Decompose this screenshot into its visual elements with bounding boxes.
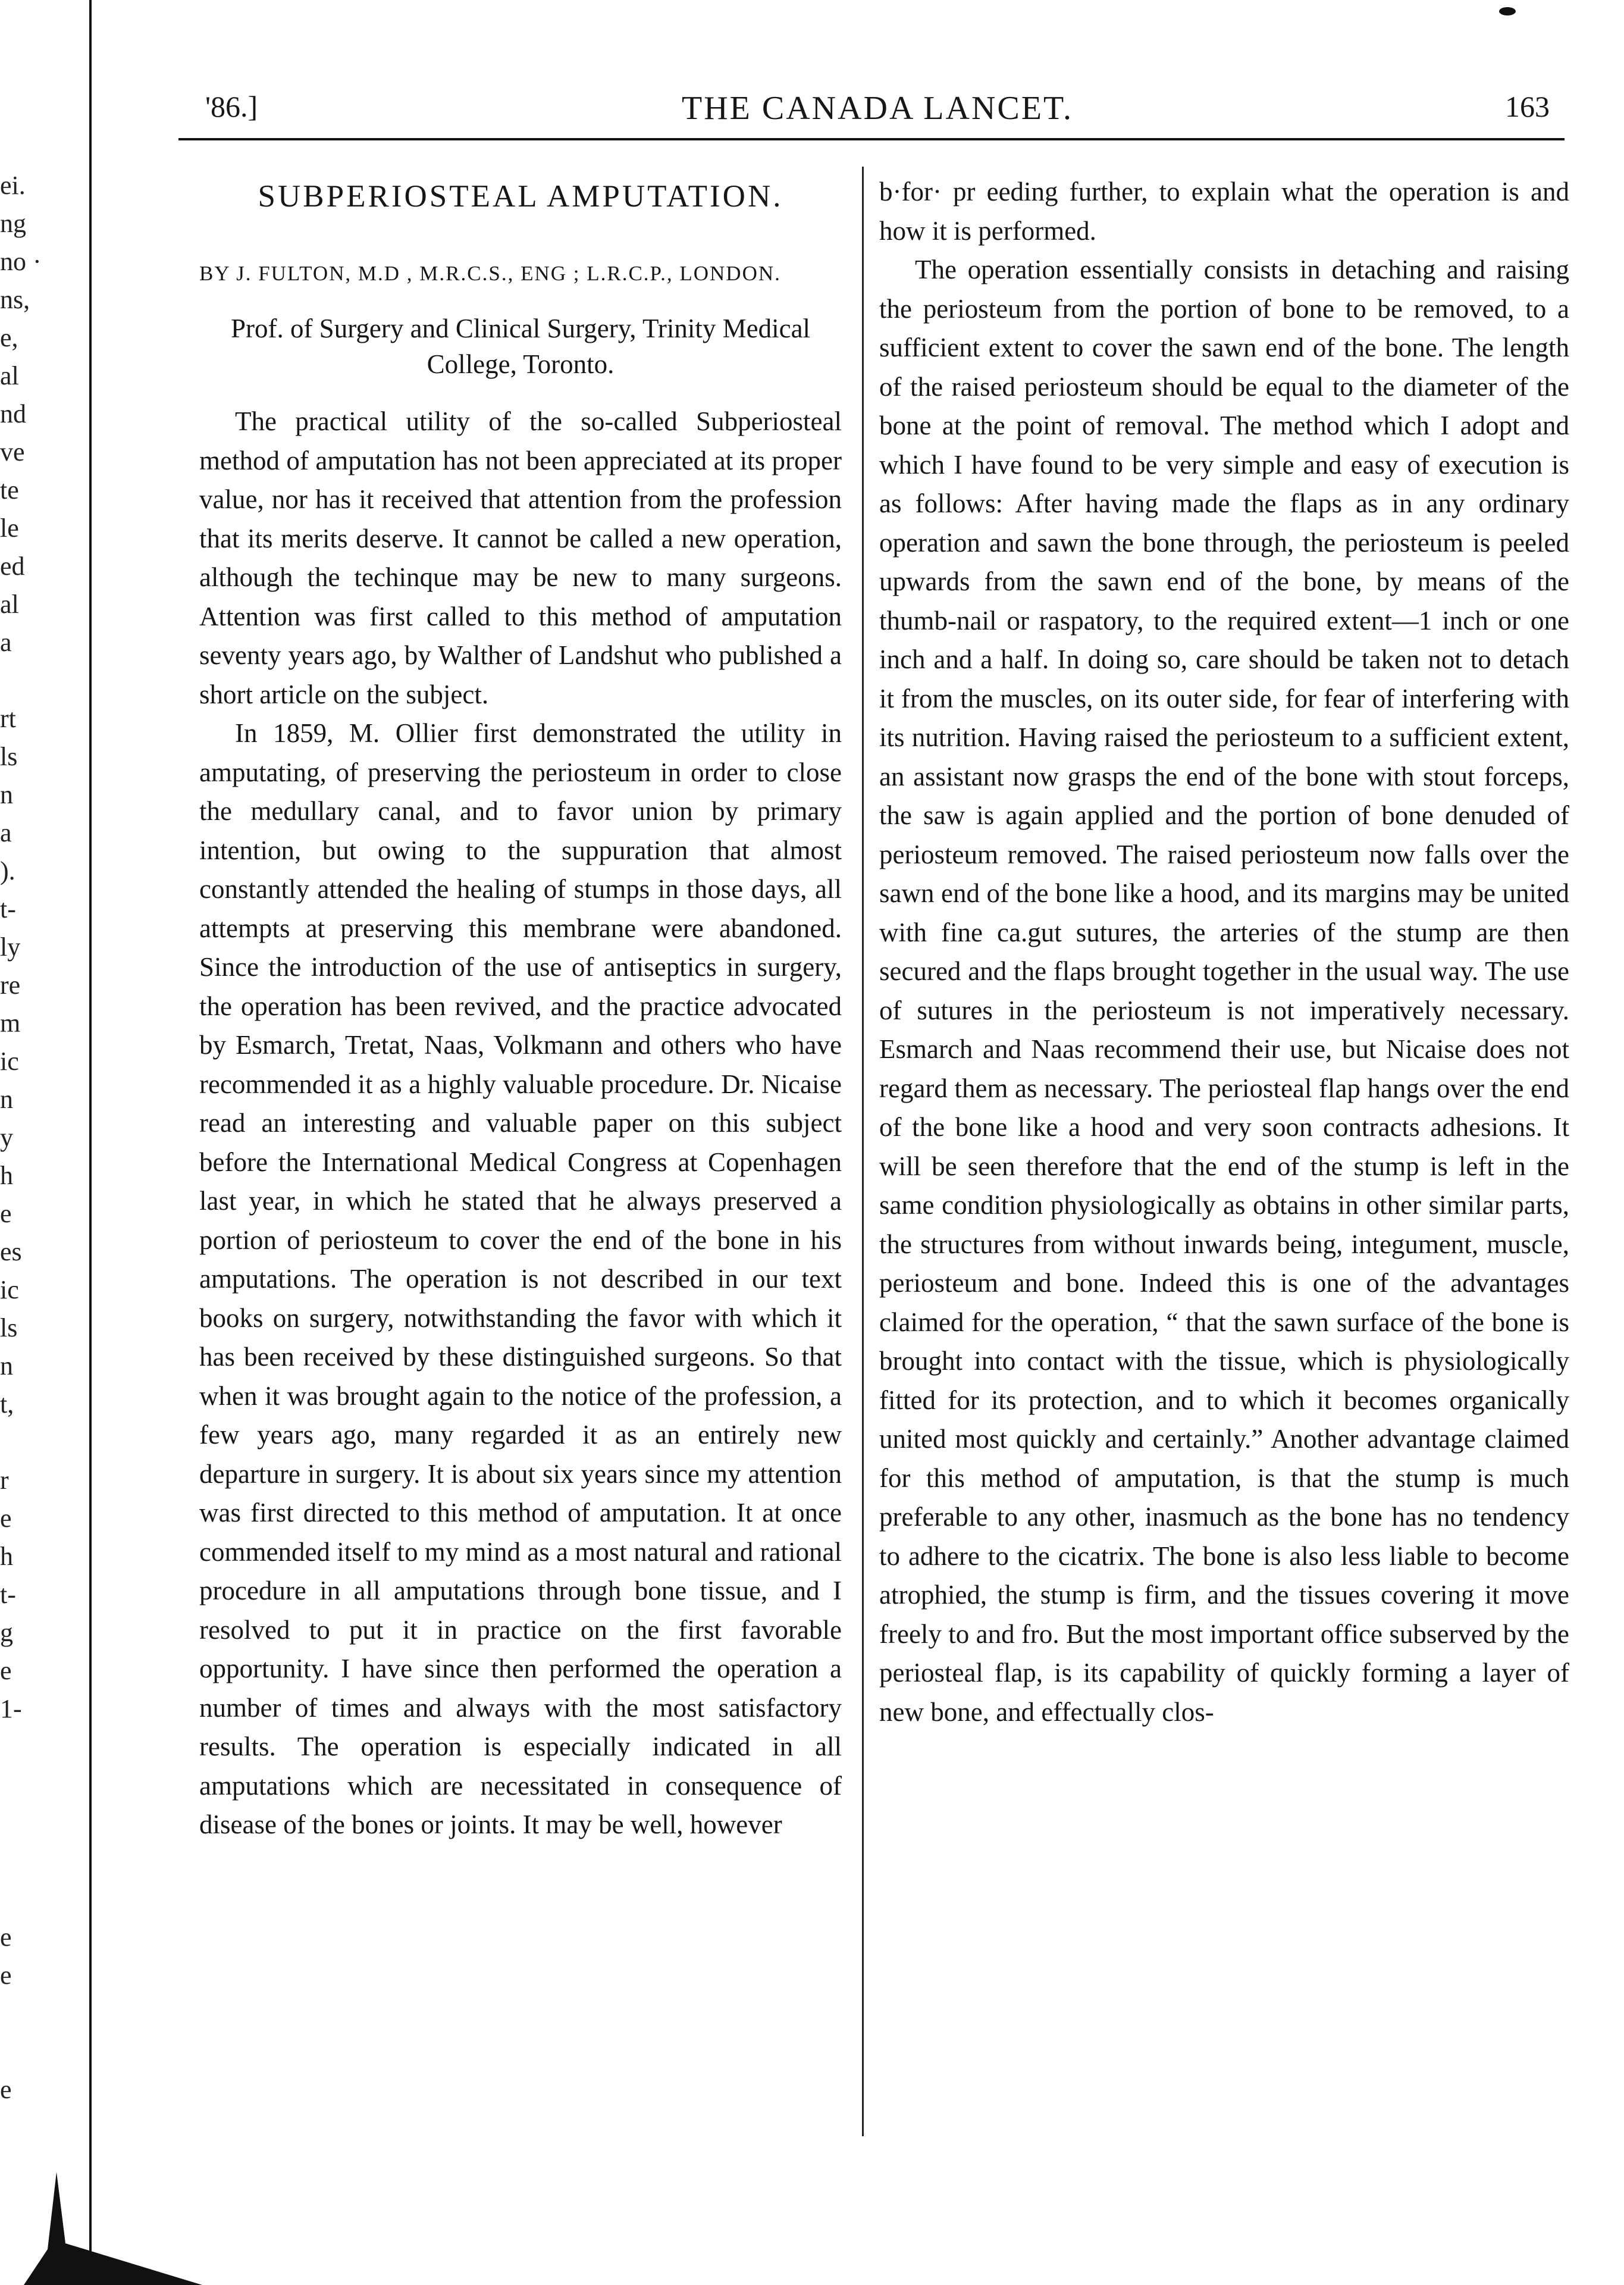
margin-fragment: e (0, 1656, 12, 1685)
margin-fragment: al (0, 361, 19, 390)
paragraph: The operation essentially consists in detaching and raising the periosteum from the portion of bone to be removed, to a sufficient extent to cover the sawn end of the bone. The length of the raised periosteum should be equal to the diameter of the bone at the point of removal. The method which I adopt and which I have found to be very simple and easy of execution is as follows: After having made the flaps as in any ordinary operation and sawn the bone through, the periosteum is peeled upwards from the sawn end of the bone, by means of the thumb-nail or raspatory, to the required extent—1 inch or one inch and a half. In doing so, care should be taken not to detach it from the muscles, on its outer side, for fear of interfering with its nutrition. Having raised the periosteum to a sufficient extent, an assistant now grasps the end of the bone with stout forceps, the saw is again applied and the portion of bone denuded of periosteum removed. The raised periosteum now falls over the sawn end of the bone like a hood, and its margins may be united with fine ca.gut sutures, the arteries of the stump are then secured and the flaps brought together in the usual way. The use of sutures in the periosteum is not imperatively necessary. Esmarch and Naas recommend their use, but Nicaise does not regard them as necessary. The periosteal flap hangs over the end of the bone like a hood and very soon contracts adhesions. It will be seen therefore that the end of the stump is left in the same condition physiologically as obtains in other similar parts, the structures from without inwards being, integument, muscle, periosteum and bone. Indeed this is one of the advantages claimed for the operation, “ that the sawn surface of the bone is brought into contact with the tissue, which is physiologically fitted for its protection, and to which it becomes organically united most quickly and certainly.” Another advantage claimed for this method of amputation, is that the stump is much preferable to any other, inasmuch as the bone has no tendency to adhere to the cicatrix. The bone is also less liable to become atrophied, the stump is firm, and the tissues covering it move freely to and fro. But the most important office subserved by the periosteal flap, is its capability of quickly forming a layer of new bone, and effectually clos- (879, 255, 1569, 1727)
header-rule (178, 138, 1565, 140)
margin-fragment: ei. (0, 171, 26, 200)
margin-fragment: ly (0, 932, 21, 962)
margin-fragment: t, (0, 1389, 14, 1419)
page-number: 163 (1505, 90, 1550, 123)
binding-edge-rule (89, 0, 92, 2285)
paragraph: The practical utility of the so-called Subperiosteal method of amputation has not been appreciated at its proper value, nor has it received that attention from the profession that its merits deserve. It cannot be called a new operation, although the techinque may be new to many surgeons. Attention was first called to this method of amputation seventy years ago, by Walther of Landshut who published a short article on the subject. (199, 406, 842, 709)
margin-fragment: n (0, 1351, 13, 1381)
article-title: SUBPERIOSTEAL AMPUTATION. (258, 179, 783, 214)
margin-fragment (0, 1804, 77, 1842)
margin-fragment (0, 1423, 77, 1461)
margin-fragment (0, 1728, 77, 1766)
margin-fragment: n (0, 1085, 13, 1114)
margin-fragment: le (0, 514, 19, 543)
margin-fragment (0, 1880, 77, 1918)
margin-fragment: a (0, 628, 12, 657)
margin-fragment (0, 2033, 77, 2071)
margin-fragment: e, (0, 323, 18, 352)
margin-fragment: te (0, 475, 19, 505)
margin-fragment: al (0, 590, 19, 619)
column-divider (862, 167, 864, 2136)
author-byline: BY J. FULTON, M.D , M.R.C.S., ENG ; L.R.C.P., LONDON. (199, 262, 781, 285)
running-header (205, 89, 1550, 137)
margin-fragment: nd (0, 399, 26, 428)
margin-fragment: h (0, 1542, 13, 1571)
margin-fragment: ic (0, 1275, 19, 1304)
margin-fragment: e (0, 1504, 12, 1533)
margin-fragment: t- (0, 894, 16, 924)
margin-fragment: ve (0, 437, 25, 467)
margin-fragment: re (0, 971, 21, 1000)
margin-fragment: ns, (0, 285, 30, 314)
margin-fragment: n (0, 780, 13, 809)
cropped-margin-column (0, 167, 77, 2190)
paragraph-continued: b·for· pr eeding further, to explain what the operation is and how it is performed. (879, 177, 1569, 246)
margin-fragment: e (0, 1923, 12, 1952)
margin-fragment: ls (0, 1313, 18, 1342)
margin-fragment: ic (0, 1047, 19, 1076)
margin-fragment: no · (0, 247, 42, 276)
margin-fragment: r (0, 1466, 9, 1495)
page-edge-shadow (24, 2172, 202, 2285)
margin-fragment: ed (0, 552, 25, 581)
right-column (879, 173, 1569, 1732)
margin-fragment: es (0, 1237, 22, 1266)
journal-title: THE CANADA LANCET. (681, 90, 1074, 127)
margin-fragment (0, 1995, 77, 2033)
margin-fragment: ng (0, 209, 26, 238)
margin-fragment: 1- (0, 1694, 22, 1723)
margin-fragment: rt (0, 704, 16, 733)
volume-year: '86.] (205, 90, 258, 123)
author-affiliation: Prof. of Surgery and Clinical Surgery, Trinity Medical College, Toronto. (230, 314, 811, 379)
paragraph: In 1859, M. Ollier first demonstrated the utility in amputating, of preserving the periosteum in order to close the medullary canal, and to favor union by primary intention, but owing to the suppuration that almost constantly attended the healing of stumps in those days, all attempts at preserving this membrane were abandoned. Since the introduction of the use of antiseptics in surgery, the operation has been revived, and the practice advocated by Esmarch, Tretat, Naas, Volkmann and others who have recommended it as a highly valuable procedure. Dr. Nicaise read an interesting and valuable paper on this subject before the International Medical Congress at Copenhagen last year, in which he stated that he always preserved a portion of periosteum to cover the end of the bone in his amputations. The operation is not described in our text books on surgery, notwithstanding the favor with which it has been received by these distinguished surgeons. So that when it was brought again to the notice of the profession, a few years ago, many regarded it as an entirely new departure in surgery. It is about six years since my attention was first directed to this method of amputation. It at once commended itself to my mind as a most natural and rational procedure in all amputations through bone tissue, and I resolved to put it in practice on the first favorable opportunity. I have since then performed the operation a number of times and always with the most satisfactory results. The operation is especially indicated in all amputations which are necessitated in consequence of disease of the bones or joints. It may be well, however (199, 718, 842, 1839)
margin-fragment (0, 662, 77, 700)
margin-fragment: m (0, 1009, 21, 1038)
margin-fragment: a (0, 818, 12, 847)
margin-fragment (0, 1842, 77, 1880)
margin-fragment: g (0, 1618, 13, 1647)
ink-speck (1499, 7, 1516, 15)
margin-fragment: h (0, 1161, 13, 1190)
margin-fragment: e (0, 2075, 12, 2104)
left-column (199, 173, 842, 1845)
margin-fragment: e (0, 1199, 12, 1228)
margin-fragment (0, 1766, 77, 1804)
margin-fragment: ). (0, 856, 15, 885)
margin-fragment: e (0, 1961, 12, 1990)
margin-fragment: ls (0, 742, 18, 771)
margin-fragment: t- (0, 1580, 16, 1609)
margin-fragment: y (0, 1123, 13, 1152)
